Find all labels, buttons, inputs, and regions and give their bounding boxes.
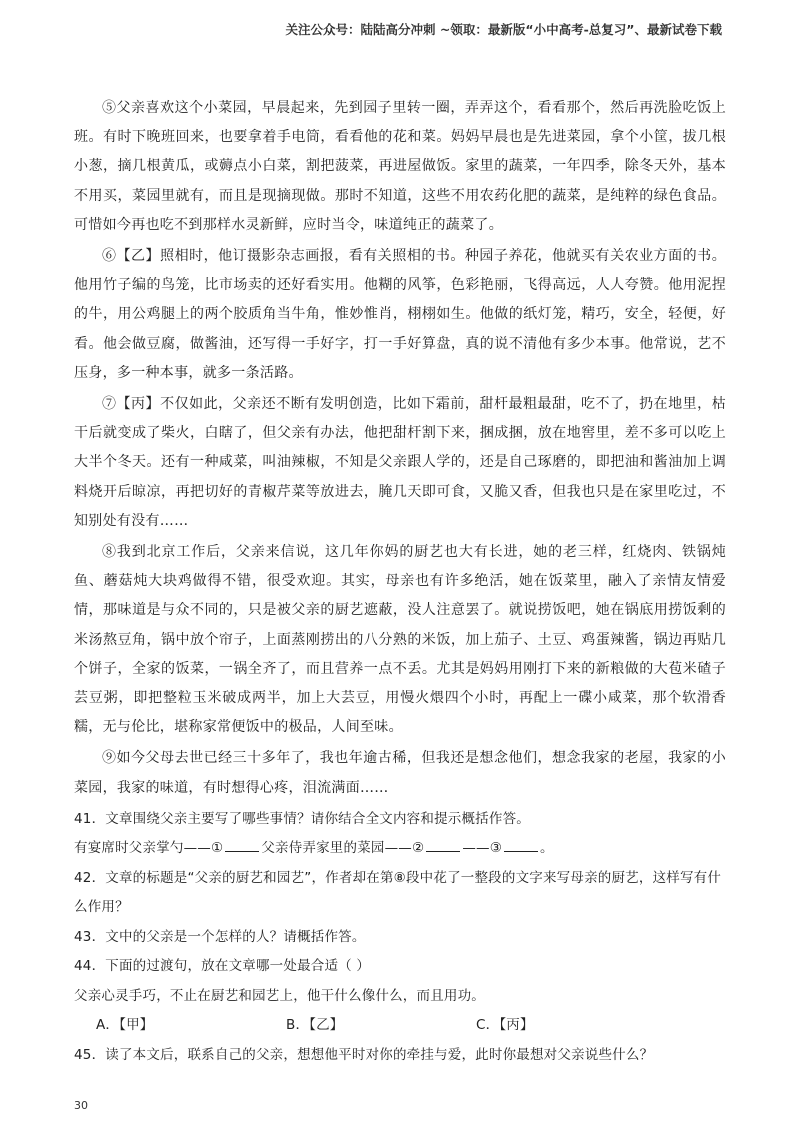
question-43: 43．文中的父亲是一个怎样的人？请概括作答。 <box>74 928 366 945</box>
paragraph-8: ⑧我到北京工作后，父亲来信说，这几年你妈的厨艺也大有长进，她的老三样，红烧肉、铁锅炖鱼、蘑菇炖大块鸡做得不错，很受欢迎。其实，母亲也有许多绝活，她在饭菜里，融入了亲情友情爱情，那味道是与众不同的，只是被父亲的厨艺遮蔽，没人注意罢了。就说捞饭吧，她在锅底用捞饭剩的米汤熬豆角，锅中放个帘子，上面蒸刚捞出的八分熟的米饭，加上茄子、土豆、鸡蛋辣酱，锅边再贴几个饼子，全家的饭菜，一锅全齐了，而且营养一点不丢。尤其是妈妈用刚打下来的新粮做的大苞米碴子芸豆粥，即把整粒玉米破成两半，加上大芸豆，用慢火煨四个小时，再配上一碟小咸菜，那个软滑香糯，无与伦比，堪称家常便饭中的极品，人间至味。 <box>74 544 726 736</box>
page-number: 30 <box>74 1099 88 1112</box>
question-44-options <box>74 1011 726 1041</box>
question-44-sentence: 父亲心灵手巧，不止在厨艺和园艺上，他干什么像什么，而且用功。 <box>74 987 485 1004</box>
q41-line-a: 有宴席时父亲掌勺——① <box>74 840 224 857</box>
page-header: 关注公众号：陆陆高分冲刺 ~领取：最新版“小中高考-总复习”、最新试卷下载 <box>285 22 722 37</box>
option-c[interactable]: C．【丙】 <box>476 1017 534 1034</box>
paragraph-6: ⑥【乙】照相时，他订摄影杂志画报，看有关照相的书。种园子养花，他就买有关农业方面的书。他用竹子编的鸟笼，比市场卖的还好看实用。他糊的风筝，色彩艳丽，飞得高远，人人夸赞。他用泥捏的牛，用公鸡腿上的两个胶质角当牛角，惟妙惟肖，栩栩如生。他做的纸灯笼，精巧，安全，轻便，好看。他会做豆腐，做酱油，还写得一手好字，打一手好算盘，真的说不清他有多少本事。他常说，艺不压身，多一种本事，就多一条活路。 <box>74 248 726 381</box>
question-41-prompt <box>74 834 726 864</box>
question-44: 44．下面的过渡句，放在文章哪一处最合适（ ） <box>74 958 371 975</box>
q41-line-c: ——③ <box>462 840 503 857</box>
answer-blank-2[interactable] <box>426 837 460 852</box>
q41-line-b: 父亲侍弄家里的菜园——② <box>261 840 425 857</box>
option-a[interactable]: A．【甲】 <box>96 1017 154 1034</box>
paragraph-5: ⑤父亲喜欢这个小菜园，早晨起来，先到园子里转一圈，弄弄这个，看看那个，然后再洗脸吃饭上班。有时下晚班回来，也要拿着手电筒，看看他的花和菜。妈妈早晨也是先进菜园，拿个小筐，拔几根小葱，摘几根黄瓜，或薅点小白菜，割把菠菜，再进屋做饭。家里的蔬菜，一年四季，除冬天外，基本不用买，菜园里就有，而且是现摘现做。那时不知道，这些不用农药化肥的蔬菜，是纯粹的绿色食品。可惜如今再也吃不到那样水灵新鲜，应时当令，味道纯正的蔬菜了。 <box>74 100 726 233</box>
document-body <box>74 94 726 1070</box>
question-45: 45．读了本文后，联系自己的父亲，想想他平时对你的牵挂与爱，此时你最想对父亲说些什么？ <box>74 1046 654 1063</box>
paragraph-9: ⑨如今父母去世已经三十多年了，我也年逾古稀，但我还是想念他们，想念我家的老屋，我家的小菜园，我家的味道，有时想得心疼，泪流满面…… <box>74 750 726 796</box>
question-42: 42．文章的标题是“父亲的厨艺和园艺”，作者却在第⑧段中花了一整段的文字来写母亲的厨艺，这样写有什么作用？ <box>74 869 722 916</box>
option-b[interactable]: B．【乙】 <box>286 1017 344 1034</box>
paragraph-7: ⑦【丙】不仅如此，父亲还不断有发明创造，比如下霜前，甜杆最粗最甜，吃不了，扔在地里，枯干后就变成了柴火，白瞎了，但父亲有办法，他把甜杆割下来，捆成捆，放在地窖里，差不多可以吃上大半个冬天。还有一种咸菜，叫油辣椒，不知是父亲跟人学的，还是自己琢磨的，即把油和酱油加上调料烧开后晾凉，再把切好的青椒芹菜等放进去，腌几天即可食，又脆又香，但我也只是在家里吃过，不知别处有没有…… <box>74 396 726 529</box>
q41-line-end: 。 <box>540 840 554 857</box>
answer-blank-3[interactable] <box>504 837 538 852</box>
answer-blank-1[interactable] <box>225 837 259 852</box>
question-41: 41．文章围绕父亲主要写了哪些事情？请你结合全文内容和提示概括作答。 <box>74 810 530 827</box>
